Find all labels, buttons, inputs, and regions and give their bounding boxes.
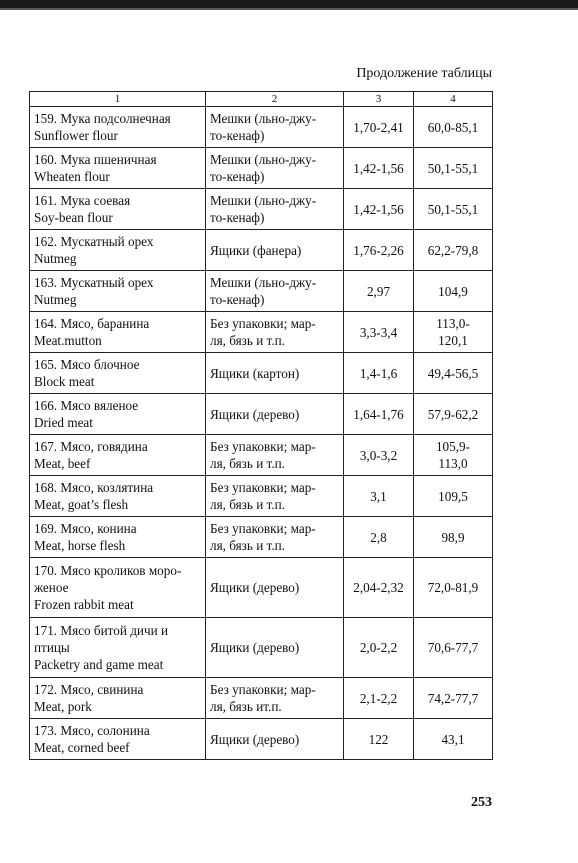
cell-text-line: 1,64-1,76: [353, 406, 404, 422]
table-cell-c3: [344, 189, 414, 230]
table-cell-c4: [414, 148, 493, 189]
table-cell-c3: [344, 271, 414, 312]
cell-text-line: 172. Мясо, свинина: [34, 682, 144, 697]
table-cell-c2: [206, 148, 344, 189]
table-row: [30, 353, 493, 394]
cell-text-line: 104,9: [438, 283, 468, 299]
cell-text-line: Мешки (льно-джу-: [210, 193, 317, 208]
table-cell-c4: [414, 517, 493, 558]
cell-text-line: 1,42-1,56: [353, 160, 404, 176]
cell-text-line: Без упаковки; мар-: [210, 682, 316, 697]
table-cell-c2: [206, 618, 344, 678]
table-cell-c3: [344, 618, 414, 678]
cell-text-line: 50,1-55,1: [427, 201, 479, 217]
table-cell-c4: [414, 230, 493, 271]
cell-text-line: Без упаковки; мар-: [210, 316, 316, 331]
cell-text-line: Meat.mutton: [34, 333, 102, 348]
table-cell-c4: [414, 312, 493, 353]
cell-text-line: то-кенаф): [210, 210, 265, 225]
column-header-4: 4: [414, 92, 493, 107]
page-number: 253: [471, 795, 492, 810]
table-cell-c4: [414, 394, 493, 435]
table-row: [30, 230, 493, 271]
cell-text-line: 1,42-1,56: [353, 201, 404, 217]
cell-text-line: ля, бязь и т.п.: [210, 456, 285, 471]
table-cell-c2: [206, 558, 344, 618]
table-cell-c2: [206, 394, 344, 435]
table-cell-c3: [344, 678, 414, 719]
table-cell-c4: [414, 558, 493, 618]
cell-text-line: 168. Мясо, козлятина: [34, 480, 154, 495]
cell-text-line: ля, бязь и т.п.: [210, 538, 285, 553]
cell-text-line: Мешки (льно-джу-: [210, 275, 317, 290]
table-cell-c2: [206, 517, 344, 558]
cell-text-line: Ящики (фанера): [210, 242, 302, 258]
table-cell-c2: [206, 678, 344, 719]
table-cell-c1: [30, 476, 206, 517]
table-cell-c3: [344, 435, 414, 476]
cell-text-line: 2,8: [370, 529, 387, 545]
cell-text-line: то-кенаф): [210, 169, 265, 184]
cell-text-line: ля, бязь и т.п.: [210, 333, 285, 348]
table-cell-c2: [206, 719, 344, 760]
table-cell-c4: [414, 719, 493, 760]
cell-text-line: 50,1-55,1: [427, 160, 479, 176]
cell-text-line: Ящики (картон): [210, 365, 300, 381]
table-cell-c3: [344, 107, 414, 148]
table-row: [30, 189, 493, 230]
cell-text-line: Nutmeg: [34, 251, 77, 266]
table-row: [30, 618, 493, 678]
table-cell-c1: [30, 719, 206, 760]
cell-text-line: Meat, goat’s flesh: [34, 497, 129, 512]
cell-text-line: 171. Мясо битой дичи и: [34, 623, 169, 638]
cell-text-line: ля, бязь и т.п.: [210, 497, 285, 512]
table-cell-c3: [344, 312, 414, 353]
cell-text-line: Без упаковки; мар-: [210, 521, 316, 536]
table-cell-c1: [30, 271, 206, 312]
table-row: [30, 312, 493, 353]
table-cell-c4: [414, 271, 493, 312]
cell-text-line: Soy-bean flour: [34, 210, 113, 225]
cell-text-line: 57,9-62,2: [427, 406, 479, 422]
table-row: [30, 678, 493, 719]
cell-text-line: 49,4-56,5: [427, 365, 479, 381]
table-row: [30, 476, 493, 517]
table-header-row: [30, 92, 493, 107]
cell-text-line: 2,97: [366, 283, 391, 299]
cell-text-line: 72,0-81,9: [427, 580, 479, 595]
cell-text-line: 166. Мясо вяленое: [34, 398, 139, 413]
table-cell-c1: [30, 230, 206, 271]
table-row: [30, 271, 493, 312]
cell-text-line: Meat, corned beef: [34, 740, 130, 755]
cell-text-line: 163. Мускатный орех: [34, 275, 154, 290]
cell-text-line: 3,3-3,4: [359, 324, 398, 340]
cell-text-line: 170. Мясо кроликов моро-: [34, 563, 182, 578]
cell-text-line: 162. Мускатный орех: [34, 234, 154, 249]
table-row: [30, 719, 493, 760]
cell-text-line: 3,0-3,2: [359, 447, 398, 463]
table-cell-c3: [344, 353, 414, 394]
cell-text-line: Ящики (дерево): [210, 580, 300, 595]
cell-text-line: 2,04-2,32: [353, 580, 404, 595]
table-cell-c3: [344, 394, 414, 435]
cell-text-line: 109,5: [438, 488, 468, 504]
table-body: [30, 107, 493, 760]
table-cell-c1: [30, 353, 206, 394]
table-cell-c2: [206, 476, 344, 517]
table-cell-c2: [206, 271, 344, 312]
cell-text-line: Meat, beef: [34, 456, 91, 471]
cell-text-line: 2,1-2,2: [359, 690, 398, 706]
table-cell-c1: [30, 107, 206, 148]
cell-text-line: 98,9: [441, 529, 465, 545]
cell-text-line: птицы: [34, 640, 70, 655]
table-cell-c3: [344, 230, 414, 271]
table-row: [30, 107, 493, 148]
cell-text-line: 160. Мука пшеничная: [34, 152, 157, 167]
column-header-2: 2: [206, 92, 344, 107]
table-row: [30, 394, 493, 435]
cell-text-line: 70,6-77,7: [427, 640, 479, 655]
cell-text-line: Без упаковки; мар-: [210, 480, 316, 495]
table-cell-c2: [206, 312, 344, 353]
cell-text-line: Nutmeg: [34, 292, 77, 307]
table-cell-c4: [414, 476, 493, 517]
cell-text-line: Мешки (льно-джу-: [210, 152, 317, 167]
cell-text-line: Wheaten flour: [34, 169, 110, 184]
cell-text-line: 113,0: [438, 456, 468, 471]
cell-text-line: Block meat: [34, 374, 95, 389]
table-cell-c1: [30, 394, 206, 435]
table-cell-c3: [344, 558, 414, 618]
table-cell-c3: [344, 476, 414, 517]
table-cell-c2: [206, 107, 344, 148]
table-cell-c1: [30, 517, 206, 558]
cell-text-line: 164. Мясо, баранина: [34, 316, 150, 331]
table-cell-c1: [30, 312, 206, 353]
cell-text-line: Meat, pork: [34, 699, 92, 714]
table-row: [30, 435, 493, 476]
column-header-1: 1: [30, 92, 206, 107]
cell-text-line: то-кенаф): [210, 128, 265, 143]
cell-text-line: Dried meat: [34, 415, 93, 430]
table-row: [30, 558, 493, 618]
table-cell-c2: [206, 435, 344, 476]
cell-text-line: Мешки (льно-джу-: [210, 111, 317, 126]
cell-text-line: Meat, horse flesh: [34, 538, 126, 553]
cell-text-line: 161. Мука соевая: [34, 193, 131, 208]
cell-text-line: 1,76-2,26: [353, 242, 404, 258]
table-cell-c4: [414, 353, 493, 394]
top-rule-thin: [0, 8, 578, 10]
cell-text-line: 74,2-77,7: [427, 690, 479, 706]
table-continuation-caption: Продолжение таблицы: [356, 66, 492, 81]
cell-text-line: Frozen rabbit meat: [34, 597, 134, 612]
table-cell-c4: [414, 107, 493, 148]
top-rule: [0, 0, 578, 8]
cell-text-line: 122: [368, 731, 389, 747]
cell-text-line: женое: [34, 580, 69, 595]
table-cell-c1: [30, 189, 206, 230]
table-cell-c1: [30, 678, 206, 719]
table-cell-c1: [30, 148, 206, 189]
table-cell-c4: [414, 678, 493, 719]
cell-text-line: 1,70-2,41: [353, 119, 404, 135]
cell-text-line: Sunflower flour: [34, 128, 118, 143]
table-cell-c2: [206, 230, 344, 271]
cell-text-line: 159. Мука подсолнечная: [34, 111, 171, 126]
table-cell-c2: [206, 353, 344, 394]
table-cell-c2: [206, 189, 344, 230]
cell-text-line: 173. Мясо, солонина: [34, 723, 150, 738]
cell-text-line: 165. Мясо блочное: [34, 357, 140, 372]
cell-text-line: ля, бязь ит.п.: [210, 699, 282, 714]
table-row: [30, 148, 493, 189]
cell-text-line: 169. Мясо, конина: [34, 521, 137, 536]
table-cell-c4: [414, 189, 493, 230]
cell-text-line: 113,0-: [436, 316, 470, 331]
table-cell-c1: [30, 558, 206, 618]
table-row: [30, 517, 493, 558]
cell-text-line: 2,0-2,2: [359, 640, 398, 655]
cell-text-line: Ящики (дерево): [210, 731, 300, 747]
data-table: [29, 91, 493, 760]
table-cell-c3: [344, 719, 414, 760]
table-cell-c1: [30, 435, 206, 476]
cell-text-line: 167. Мясо, говядина: [34, 439, 148, 454]
cell-text-line: 62,2-79,8: [427, 242, 479, 258]
cell-text-line: 43,1: [441, 731, 465, 747]
cell-text-line: Без упаковки; мар-: [210, 439, 316, 454]
cell-text-line: то-кенаф): [210, 292, 265, 307]
table-cell-c4: [414, 618, 493, 678]
table-cell-c3: [344, 148, 414, 189]
cell-text-line: 105,9-: [435, 439, 471, 454]
cell-text-line: 60,0-85,1: [427, 119, 479, 135]
cell-text-line: 120,1: [438, 333, 468, 348]
cell-text-line: Ящики (дерево): [210, 406, 300, 422]
column-header-3: 3: [344, 92, 414, 107]
cell-text-line: Ящики (дерево): [210, 640, 300, 655]
table-cell-c3: [344, 517, 414, 558]
cell-text-line: 3,1: [370, 488, 387, 504]
table-cell-c1: [30, 618, 206, 678]
cell-text-line: 1,4-1,6: [359, 365, 398, 381]
table-cell-c4: [414, 435, 493, 476]
cell-text-line: Packetry and game meat: [34, 657, 164, 672]
